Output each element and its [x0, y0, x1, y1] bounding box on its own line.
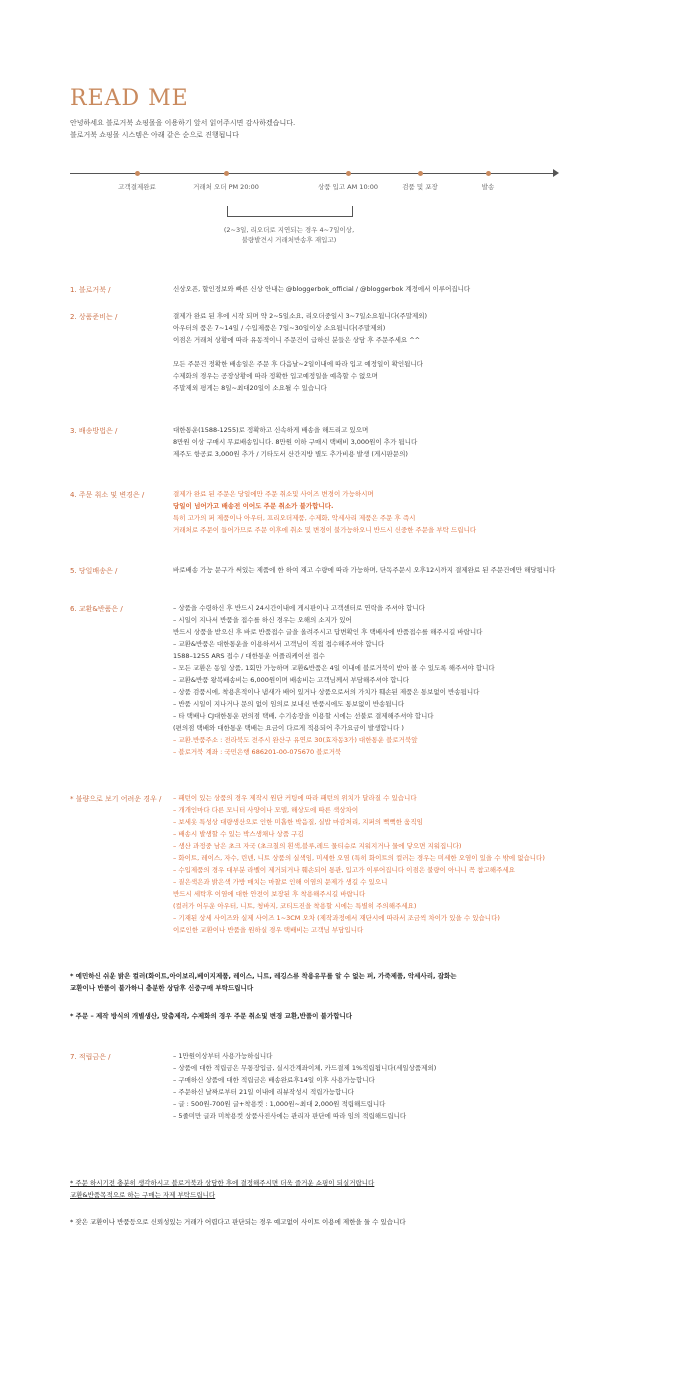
timeline-dot: [135, 171, 140, 176]
timeline-step-label: 고객결제완료: [118, 183, 156, 191]
timeline-bracket: [227, 206, 353, 217]
section-label-sameday: 5. 당일배송은 /: [70, 567, 118, 575]
section-body-shipping: 대한통운(1588-1255)로 정확하고 신속하게 배송을 해드리고 있으며 8만원 이상 구매시 무료배송입니다. 8만원 이하 구매시 택배비 3,000원이 추가 됩니다 제주도 항공료 3,000원 추가 / 기타도서 산간지방 별도 추가비용 발생 (게시판문의): [173, 426, 418, 458]
timeline-arrow: [553, 169, 559, 177]
footer-note-restriction: * 잦은 교환이나 반품등으로 신뢰성있는 거래가 어렵다고 판단되는 경우 예고없이 사이트 이용에 제한을 둘 수 있습니다: [70, 1218, 406, 1226]
section-body-brand: 신상오픈, 할인정보와 빠른 신상 안내는 @bloggerbok_official / @bloggerbok 계정에서 이루어집니다: [173, 285, 471, 293]
page-title: READ ME: [70, 86, 189, 111]
section-label-points: 7. 적립금은 /: [70, 1053, 111, 1061]
timeline-step-label: 상품 입고 AM 10:00: [317, 183, 379, 191]
timeline-step-label: 거래처 오더 PM 20:00: [193, 183, 259, 191]
timeline-step-label: 검품 및 포장: [402, 183, 438, 191]
timeline-note: (2~3일, 리오더로 지연되는 경우 4~7일이상, 불량발견시 거래처반송후 재입고): [223, 226, 355, 244]
section-body-defects: – 패턴이 있는 상품의 경우 제작시 원단 커팅에 따라 패턴의 위치가 달라질 수 있습니다 – 개개인마다 다른 모니터 사양이나 모델, 해상도에 따른 색상차이 – 보세옷 특성상 대량생산으로 인한 미흡한 박음질, 실밥 마감처리, 지퍼의 뻑뻑한 움직임 – 배송시 발생할 수 있는 박스생채나 상품 구김 – 생산 과정중 남은 초크 자국 (초크칠의 흰색,블루,레드 물티슈로 지워지거나 물에 닿으면 지워집니다) – 화이트, 레이스, 자수, 린넨, 니트 상품의 실색임, 미세한 오염 (특히 화이트의 컬러는 경우는 미세한 오염이 있을 수 밖에 없습니다) – 수입제품의 경우 대부분 라벨이 제거되거나 훼손되어 통관, 입고가 이루어집니다 이점은 불량이 아니니 꼭 참고해주세요 – 짙은색은과 밝은색 가방 매치는 마찰로 인해 이염의 문제가 생길 수 있으니 반드시 세탁후 이염에 대한 안전이 보장된 후 착용해주시길 바랍니다 (컬러가 어두운 아우터, 니트, 청바지, 코티드진을 착용할 시에는 특별히 주의해주세요) – 기재된 상세 사이즈와 실제 사이즈 1~3CM 오차 (제작과정에서 재단시에 따라서 조금씩 차이가 있을 수 있습니다) 이로인한 교환이나 반품을 원하실 경우 택배비는 고객님 부담입니다: [173, 794, 545, 934]
section-body-prep: 결제가 완료 된 후에 시작 되며 약 2~5일소요, 리오더중일시 3~7일소요됩니다(주말제외) 아우터의 품은 7~14일 / 수입제품은 7일~30일이상 소요됩니다(주말제외) 이점은 거래처 상황에 따라 유동적이니 주문건이 급하신 분들은 상담 후 주문주세요 ^^ 모든 주문건 정확한 배송일은 주문 후 다음날~2일이내에 따라 입고 예정일이 확인됩니다 수제화의 경우는 공장상황에 따라 정확한 입고예정일을 예측할 수 없으며 주말제외 평게는 8일~최대20일이 소요될 수 있습니다: [173, 312, 428, 392]
section-body-sameday: 바로배송 가능 문구가 써있는 제품에 한 하여 재고 수량에 따라 가능하며, 단독주문시 오후12시까지 결제완료 된 주문건에만 해당됩니다: [173, 566, 556, 574]
section-label-prep: 2. 상품준비는 /: [70, 313, 118, 321]
section-label-brand: 1. 블로거북 /: [70, 286, 111, 294]
section-label-return: 6. 교환&반품은 /: [70, 605, 123, 613]
section-body-cancel: 결제가 완료 된 주문은 당일에만 주문 취소및 사이즈 변경이 가능하시며 당일이 넘어가고 배송전 이어도 주문 취소가 불가합니다. 특히 고가의 퍼 제품이나 아우터, 프리오더제품, 수제화, 악세사리 제품은 주문 후 즉시 거래처로 주문이 들어가므로 주문 이후에 취소 및 변경이 불가능하오니 반드시 신중한 주문을 부탁 드립니다: [173, 490, 477, 534]
intro-line-2: 블로거북 쇼핑몰 시스템은 아래 같은 순으로 진행됩니다: [70, 131, 239, 139]
section-body-return: – 상품을 수령하신 후 반드시 24시간이내에 게시판이나 고객센터로 연락을 주셔야 합니다 – 시일이 지나서 반품을 접수를 하신 경우는 오해의 소지가 있어 반드시 상품을 받으신 후 바로 반품접수 글을 올려주시고 답변확인 후 택배사에 반품접수를 해주시길 바랍니다 – 교환&반품은 대한통운을 이용하셔서 고객님이 직접 접수해주셔야 합니다 1588–1255 ARS 접수 / 대한통운 어플리케이션 접수 – 모든 교환은 동일 상품, 1회만 가능하며 교환&반품은 4일 이내에 블로거북이 받아 볼 수 있도록 해주셔야 합니다 – 교환&반품 왕복배송비는 6,000원이며 배송비는 고객님께서 부담해주셔야 합니다 – 상품 검품시에, 착용흔적이나 냄새가 배어 있거나 상품으로서의 가치가 훼손된 제품은 통보없이 반송됩니다 – 반품 시일이 지나거나 문의 없이 임의로 보내신 반품시에도 통보없이 반송됩니다 – 타 택배나 CJ대한통운 편의점 택배, 수기송장을 이용할 시에는 선불로 결제해주셔야 합니다 (편의점 택배와 대한통운 택배는 요금이 다르게 적용되어 추가요금이 발생합니다 ) – 교환.반품주소 : 전라북도 전주시 완산구 유연로 30(효자동3가) 대한통운 블로거북앞 – 블로거북 계좌 : 국민은행 686201-00-075670 블로거북: [173, 604, 495, 756]
notice-custom-orders: * 주문 – 제작 방식의 개별생산, 맞춤제작, 수제화의 경우 주문 취소및 변경 교환,반품이 불가합니다: [70, 1012, 353, 1020]
footer-note-consult: * 주문 하시기전 충분히 생각하시고 블로거북과 상담한 후에 결정해주시면 더욱 즐거운 쇼핑이 되실거랍니다 교환&반품목적으로 하는 구매는 자제 부탁드립니다: [70, 1179, 375, 1199]
timeline-dot: [486, 171, 491, 176]
timeline-line: [70, 173, 555, 174]
section-label-shipping: 3. 배송방법은 /: [70, 427, 118, 435]
timeline-dot: [224, 171, 229, 176]
timeline-step-label: 발송: [481, 183, 495, 191]
section-label-defects: * 불량으로 보기 어려운 경우 /: [70, 795, 162, 803]
section-body-points: – 1만원이상부터 사용가능하십니다 – 상품에 대한 적립금은 무통장입금, 실시간계좌이체, 카드결제 1%적립됩니다(세일상품제외) – 구매하신 상품에 대한 적립금은 배송완료후14일 이후 사용가능합니다 – 주문하신 날짜로부터 21일 이내에 리뷰작성시 적립가능합니다 – 글 : 500원-700원 글+착용컷 : 1,000원~최대 2,000원 적립해드립니다 – 5줄미만 글과 미착용컷 상품사진사에는 관리자 판단에 따라 임의 적립해드립니다: [173, 1052, 437, 1120]
intro-line-1: 안녕하세요 블로거북 쇼핑몰을 이용하기 앞서 읽어주시면 감사하겠습니다.: [70, 119, 296, 127]
timeline-dot: [346, 171, 351, 176]
section-label-cancel: 4. 주문 취소 및 변경은 /: [70, 491, 145, 499]
timeline-dot: [418, 171, 423, 176]
notice-sensitive-items: * 예민하신 쉬운 밝은 컬러(화이트,아이보리,베이지제품, 레이스, 니트, 레깅스류 착용유무를 알 수 없는 퍼, 가죽제품, 악세사리, 잡화는 교환이나 반품이 불가하니 충분한 상담후 신중구매 부탁드립니다: [70, 972, 457, 992]
